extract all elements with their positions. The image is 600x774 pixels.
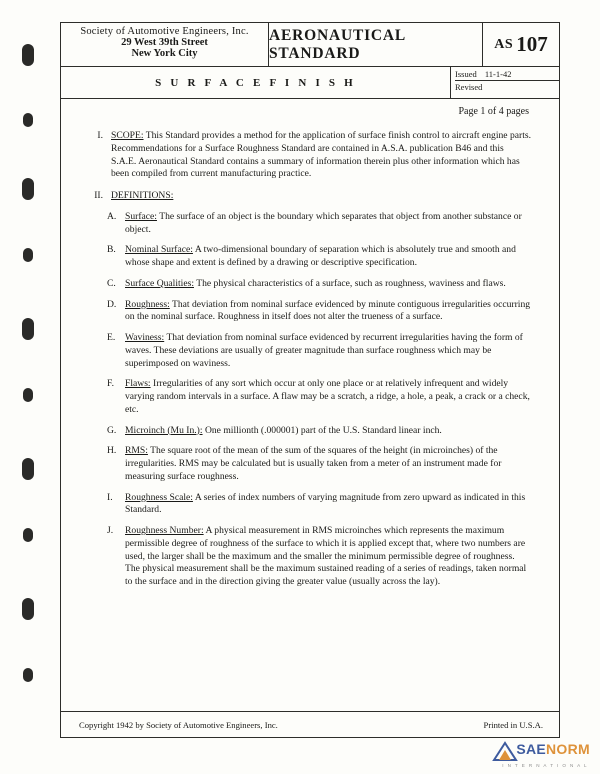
document-type-title: AERONAUTICAL STANDARD (269, 23, 483, 66)
definition-item (85, 244, 531, 270)
document-subject: S U R F A C E F I N I S H (61, 67, 451, 98)
definition-body (125, 525, 531, 589)
watermark-brand (516, 741, 590, 757)
section-number: I. (97, 130, 103, 141)
definition-letter: H. (107, 445, 117, 457)
document-number (483, 23, 559, 66)
binding-holes (10, 0, 44, 774)
revised-label: Revised (455, 82, 483, 92)
definition-letter: G. (107, 424, 117, 436)
definition-body (125, 378, 531, 416)
issuing-organization (61, 23, 269, 66)
definition-item (85, 332, 531, 370)
issued-row (455, 69, 559, 81)
issued-label: Issued (455, 69, 477, 79)
definition-term: Roughness Number: (125, 525, 204, 536)
definition-term: Microinch (Mu In.): (125, 424, 203, 436)
definition-item (85, 299, 531, 325)
document-number-prefix: AS (494, 36, 514, 52)
section-scope (85, 130, 531, 181)
org-street: 29 West 39th Street (121, 37, 208, 48)
definition-term: Roughness: (125, 298, 170, 310)
watermark-brand-main: SAE (516, 741, 547, 757)
definition-term: RMS: (125, 445, 148, 457)
definition-body (125, 211, 531, 237)
definition-item (85, 278, 531, 291)
definition-body (125, 244, 531, 270)
definition-text: A series of index numbers of varying magnitude from zero upward as indicated in this Standard. (125, 491, 526, 516)
definition-text: A physical measurement in RMS microinches which represents the maximum permissible degree of roughness of the surface to which it is applied except that, where two numbers are used, the larger shall be the maximum and the smaller the minimum permissible degree of roughness. The physical measurement shall be the maximum sustained reading of a series of readings, taken normal to the surface and in the direction giving the greater value (usually across the lay). (125, 525, 527, 587)
definition-letter: E. (107, 332, 116, 343)
page-indicator: Page 1 of 4 pages (458, 106, 529, 117)
section-definitions (85, 190, 531, 203)
sae-logo-icon (490, 740, 520, 766)
document-footer (61, 711, 559, 737)
watermark-brand-suffix: NORM (546, 741, 590, 757)
definition-text: That deviation from nominal surface evidenced by recurrent irregularities having the form of waves. These deviations are usually of greater magnitude than surface roughness which may be superimposed on waviness. (125, 332, 523, 369)
revised-row (455, 81, 559, 92)
document-subheader (61, 67, 559, 99)
definition-body (125, 299, 531, 325)
document-number-value: 107 (516, 32, 548, 56)
definition-letter: F. (107, 378, 114, 390)
definition-term: Roughness Scale: (125, 491, 193, 503)
definition-letter: I. (107, 491, 113, 503)
definition-item (85, 525, 531, 589)
definition-body (125, 445, 531, 483)
definition-text: One millionth (.000001) part of the U.S. Standard linear inch. (204, 424, 442, 436)
definition-text: Irregularities of any sort which occur at only one place or at relatively infrequent and widely varying random intervals in a surface. A flaw may be a scratch, a ridge, a hole, a peak, a crack or a check, etc. (125, 378, 530, 415)
document-body (61, 117, 559, 589)
definition-letter: C. (107, 277, 116, 289)
document-header (61, 23, 559, 67)
copyright-notice: Copyright 1942 by Society of Automotive Engineers, Inc. (79, 719, 278, 730)
definition-letter: J. (107, 525, 114, 536)
section-heading: SCOPE: (111, 130, 144, 141)
sae-watermark (482, 736, 594, 770)
section-content (111, 130, 531, 181)
definition-item (85, 211, 531, 237)
section-text: This Standard provides a method for the application of surface finish control to aircraft engine parts. Recommendations for a Surface Roughness Standard are contained in A.S.A. publication B46 and this S.A.E. Aeronautical Standard contains a summary of information therein plus other information which has been compiled from current manufacturing practice. (111, 130, 531, 180)
definition-item (85, 445, 531, 483)
definitions-list (85, 211, 531, 589)
definition-term: Nominal Surface: (125, 244, 193, 256)
issued-date: 11-1-42 (484, 69, 512, 79)
definition-body (125, 278, 531, 291)
definition-term: Surface Qualities: (125, 277, 194, 289)
section-heading: DEFINITIONS: (111, 190, 174, 201)
definition-letter: A. (107, 210, 117, 222)
issue-info (451, 67, 559, 98)
definition-term: Flaws: (125, 378, 151, 390)
definition-item (85, 425, 531, 438)
org-name: Society of Automotive Engineers, Inc. (80, 26, 249, 37)
definition-body (125, 425, 531, 438)
definition-text: The surface of an object is the boundary which separates that object from another substance or object. (125, 210, 522, 235)
definition-item (85, 378, 531, 416)
definition-item (85, 492, 531, 518)
definition-term: Surface: (125, 210, 157, 222)
definition-text: The square root of the mean of the sum of the squares of the height (in microinches) of the irregularities. RMS may be calculated but is usually taken from a meter of an instrument made for measuring surface roughness. (125, 445, 502, 482)
printed-notice: Printed in U.S.A. (483, 719, 543, 730)
section-number: II. (94, 190, 103, 201)
section-content (111, 190, 531, 203)
definition-letter: D. (107, 298, 117, 310)
definition-term: Waviness: (125, 332, 165, 343)
watermark-subtitle: I N T E R N A T I O N A L (502, 763, 588, 768)
standard-document (60, 22, 560, 738)
definition-text: That deviation from nominal surface evidenced by minute contiguous irregularities occurring on the nominal surface. Roughness in itself does not alter the trueness of a surface. (125, 298, 531, 323)
definition-body (125, 492, 531, 518)
definition-text: The physical characteristics of a surface, such as roughness, waviness and flaws. (196, 277, 506, 289)
definition-letter: B. (107, 244, 116, 256)
definition-text: A two-dimensional boundary of separation which is absolutely true and smooth and whose shape and extent is defined by a drawing or descriptive specification. (125, 244, 516, 268)
definition-body (125, 332, 531, 370)
org-city: New York City (131, 48, 198, 59)
